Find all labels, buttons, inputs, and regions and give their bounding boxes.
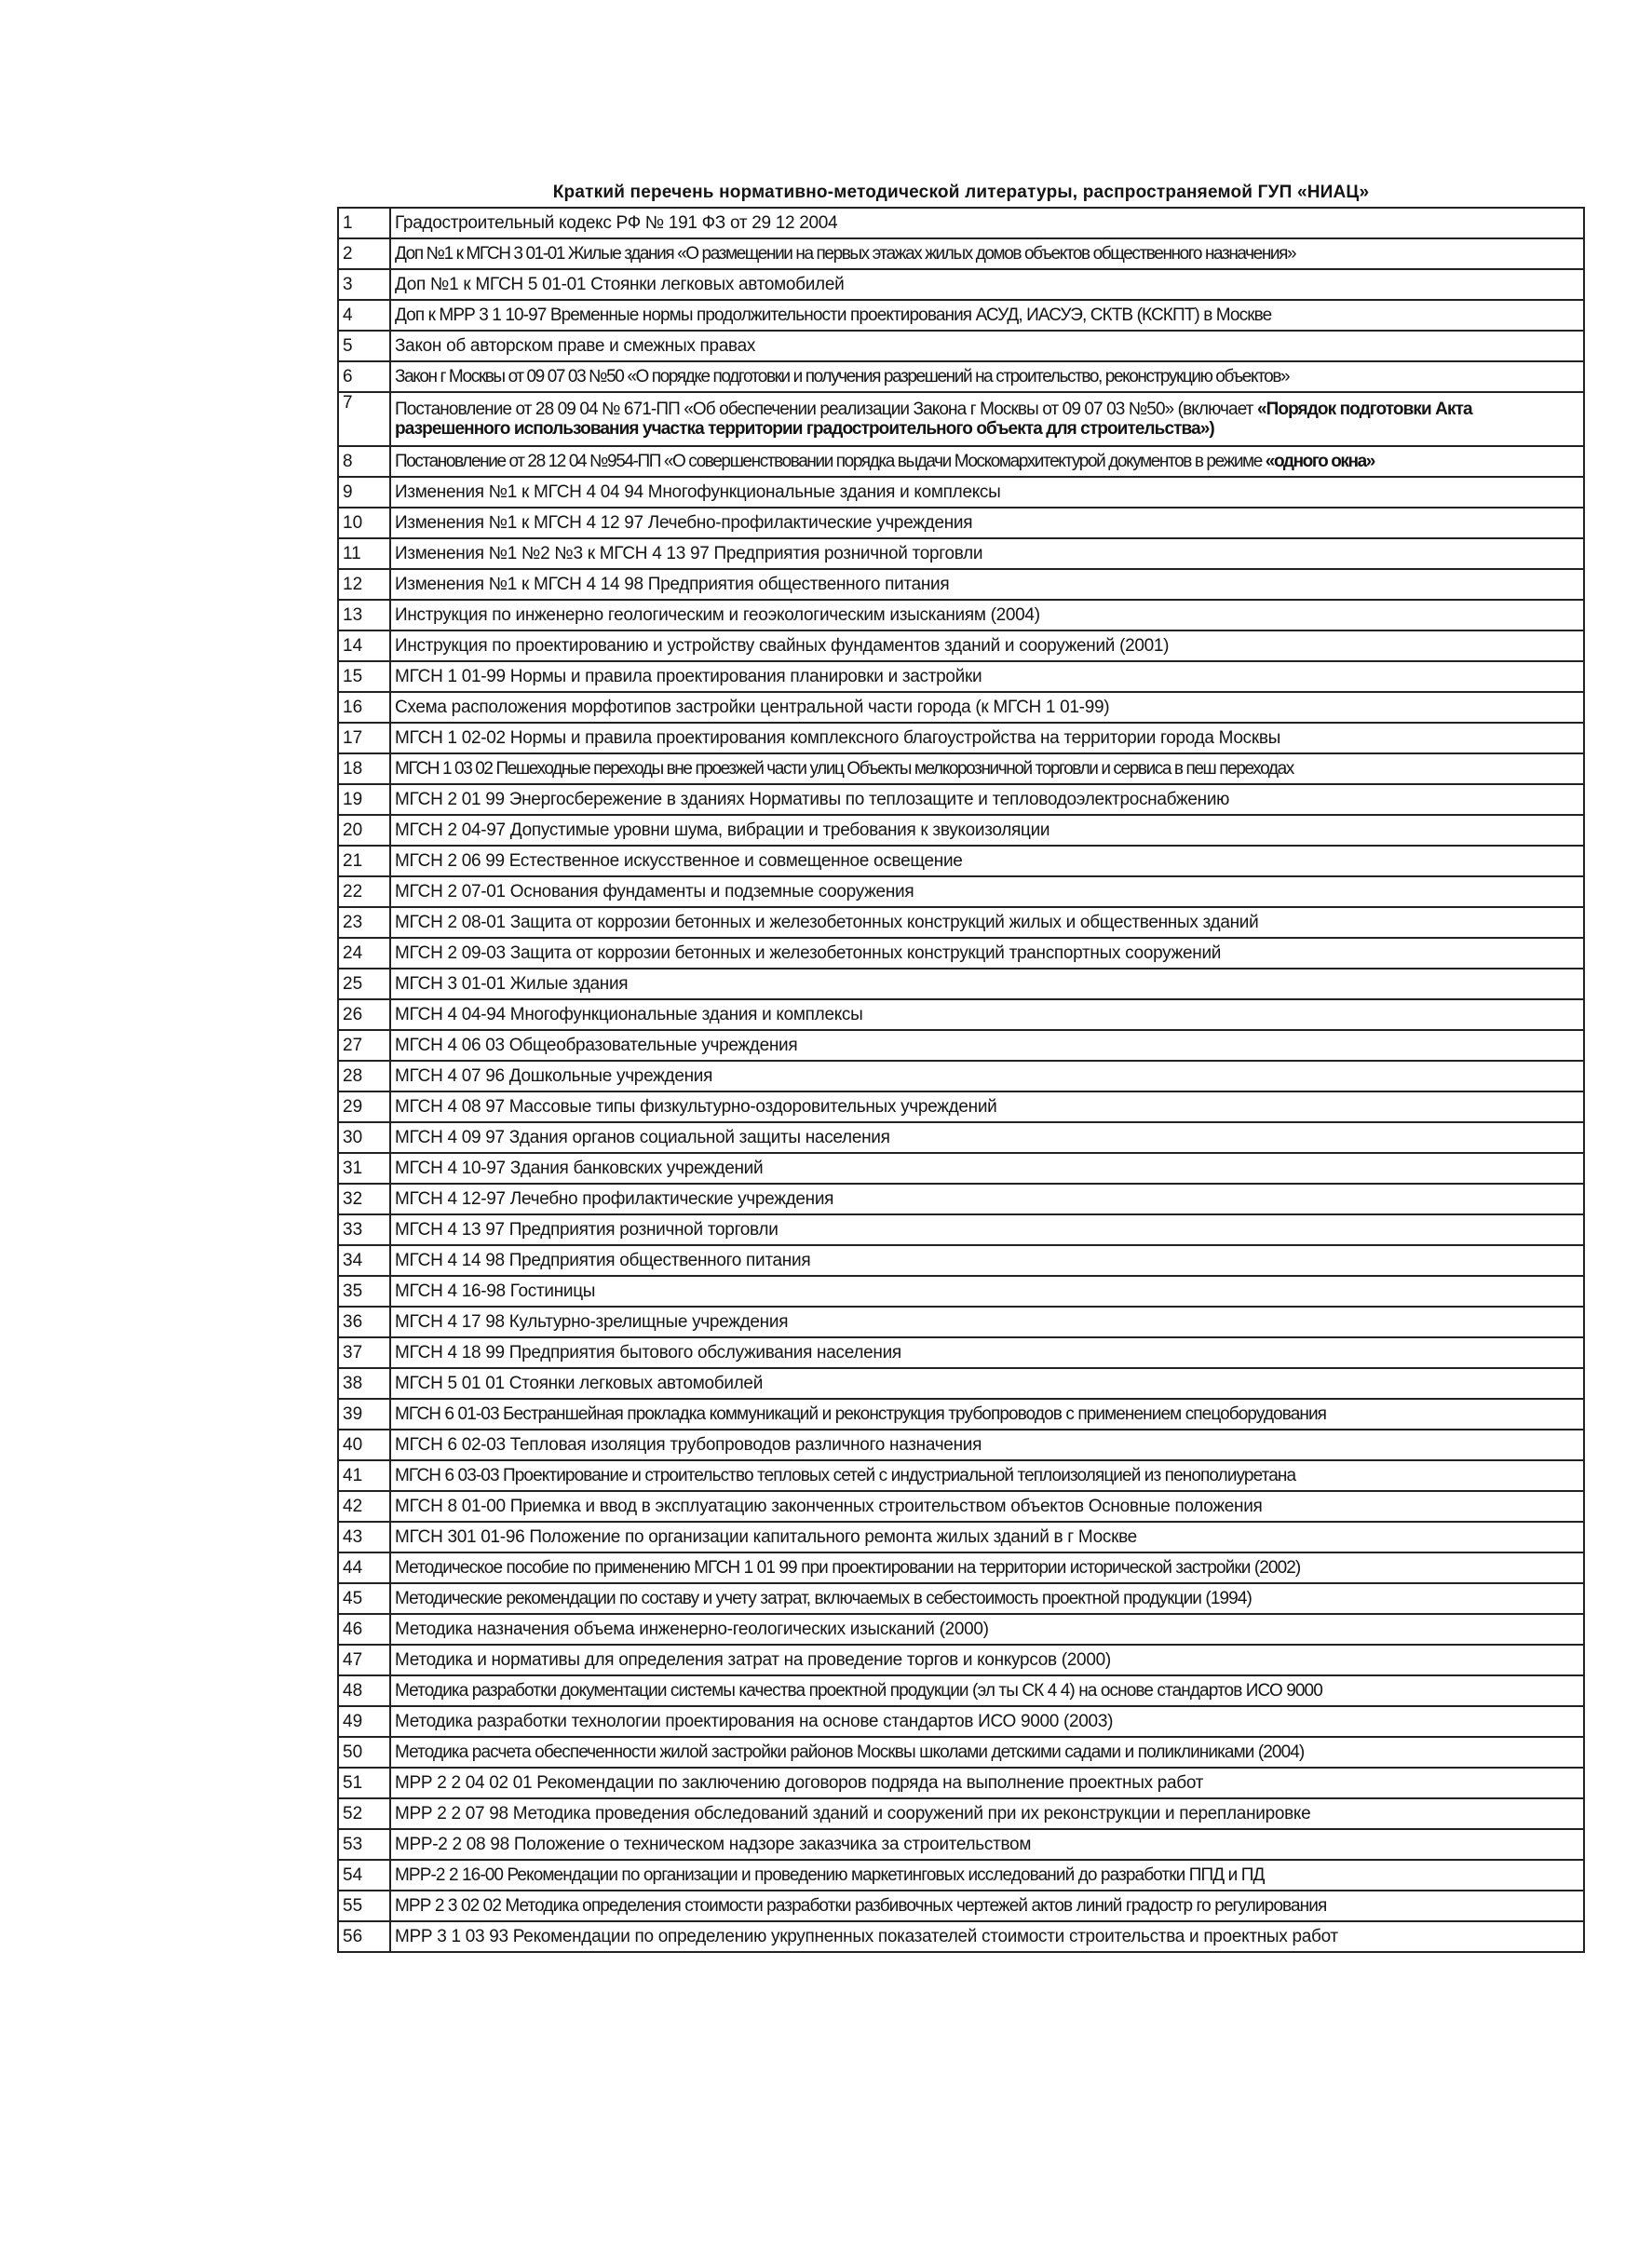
table-row <box>338 1798 1584 1829</box>
row-number: 49 <box>338 1706 390 1737</box>
row-number: 23 <box>338 907 390 938</box>
row-text: Методика назначения объема инженерно-геологических изысканий (2000) <box>390 1614 1584 1645</box>
table-row <box>338 238 1584 269</box>
table-row <box>338 1276 1584 1307</box>
table-row <box>338 784 1584 815</box>
row-text: МГСН 4 07 96 Дошкольные учреждения <box>390 1061 1584 1091</box>
row-text: МГСН 4 18 99 Предприятия бытового обслуживания населения <box>390 1337 1584 1368</box>
table-row <box>338 846 1584 876</box>
row-text: Методическое пособие по применению МГСН 1 01 99 при проектировании на территории исторической застройки (2002) <box>390 1552 1584 1583</box>
row-text: МГСН 4 14 98 Предприятия общественного питания <box>390 1245 1584 1276</box>
table-row <box>338 569 1584 600</box>
row-number: 16 <box>338 692 390 723</box>
row-text: МГСН 5 01 01 Стоянки легковых автомобилей <box>390 1368 1584 1399</box>
table-row <box>338 1552 1584 1583</box>
row-number: 7 <box>338 392 390 446</box>
table-row <box>338 1921 1584 1952</box>
table-row <box>338 1891 1584 1921</box>
table-row <box>338 269 1584 300</box>
row-number: 50 <box>338 1737 390 1768</box>
row-number: 32 <box>338 1184 390 1214</box>
row-text: Изменения №1 №2 №3 к МГСН 4 13 97 Предприятия розничной торговли <box>390 538 1584 569</box>
document-title: Краткий перечень нормативно-методической литературы, распространяемой ГУП «НИАЦ» <box>552 183 1370 202</box>
table-row <box>338 1737 1584 1768</box>
row-text <box>390 446 1584 477</box>
table-row <box>338 1491 1584 1522</box>
table-row <box>338 1368 1584 1399</box>
table-row <box>338 1522 1584 1552</box>
row-number: 18 <box>338 753 390 784</box>
table-row <box>338 815 1584 846</box>
row-text: Изменения №1 к МГСН 4 04 94 Многофункциональные здания и комплексы <box>390 477 1584 508</box>
table-row <box>338 1460 1584 1491</box>
row-text-bold: «одного окна» <box>1265 452 1374 471</box>
table-row <box>338 907 1584 938</box>
row-text: МГСН 6 03-03 Проектирование и строительство тепловых сетей с индустриальной теплоизоляцией из пенополиуретана <box>390 1460 1584 1491</box>
row-text: МГСН 4 09 97 Здания органов социальной защиты населения <box>390 1122 1584 1153</box>
row-number: 5 <box>338 331 390 361</box>
row-number: 10 <box>338 508 390 538</box>
row-text: Изменения №1 к МГСН 4 14 98 Предприятия общественного питания <box>390 569 1584 600</box>
row-text: Методика и нормативы для определения затрат на проведение торгов и конкурсов (2000) <box>390 1645 1584 1675</box>
row-text: МГСН 8 01-00 Приемка и ввод в эксплуатацию законченных строительством объектов Основные положения <box>390 1491 1584 1522</box>
row-text: МГСН 4 12-97 Лечебно профилактические учреждения <box>390 1184 1584 1214</box>
row-text: МГСН 4 13 97 Предприятия розничной торговли <box>390 1214 1584 1245</box>
table-row <box>338 392 1584 446</box>
row-text: МГСН 2 04-97 Допустимые уровни шума, вибрации и требования к звукоизоляции <box>390 815 1584 846</box>
row-number: 20 <box>338 815 390 846</box>
row-number: 45 <box>338 1583 390 1614</box>
row-text: МГСН 301 01-96 Положение по организации капитального ремонта жилых зданий в г Москве <box>390 1522 1584 1552</box>
literature-table <box>337 207 1585 1953</box>
table-row <box>338 508 1584 538</box>
table-row <box>338 208 1584 238</box>
table-row <box>338 1245 1584 1276</box>
table-row <box>338 753 1584 784</box>
table-row <box>338 361 1584 392</box>
row-text: МГСН 2 01 99 Энергосбережение в зданиях Нормативы по теплозащите и тепловодоэлектроснабжению <box>390 784 1584 815</box>
row-text: Доп №1 к МГСН 3 01-01 Жилые здания «О размещении на первых этажах жилых домов объектов общественного назначения» <box>390 238 1584 269</box>
row-number: 21 <box>338 846 390 876</box>
row-number: 52 <box>338 1798 390 1829</box>
row-text: МГСН 3 01-01 Жилые здания <box>390 969 1584 999</box>
table-row <box>338 1583 1584 1614</box>
table-row <box>338 1307 1584 1337</box>
row-number: 46 <box>338 1614 390 1645</box>
table-row <box>338 1706 1584 1737</box>
table-row <box>338 1430 1584 1460</box>
row-number: 47 <box>338 1645 390 1675</box>
row-number: 55 <box>338 1891 390 1921</box>
table-row <box>338 1153 1584 1184</box>
table-row <box>338 1091 1584 1122</box>
table-row <box>338 1399 1584 1430</box>
table-row <box>338 600 1584 630</box>
table-row <box>338 1184 1584 1214</box>
row-number: 39 <box>338 1399 390 1430</box>
row-number: 8 <box>338 446 390 477</box>
row-number: 31 <box>338 1153 390 1184</box>
row-text: МГСН 4 08 97 Массовые типы физкультурно-оздоровительных учреждений <box>390 1091 1584 1122</box>
row-number: 56 <box>338 1921 390 1952</box>
row-number: 26 <box>338 999 390 1030</box>
row-text: МГСН 4 10-97 Здания банковских учреждений <box>390 1153 1584 1184</box>
row-text: МГСН 2 07-01 Основания фундаменты и подземные сооружения <box>390 876 1584 907</box>
row-text-bold: «Порядок подготовки Акта разрешенного использования участка территории градостроительного объекта для строительства») <box>395 400 1472 439</box>
row-number: 15 <box>338 661 390 692</box>
table-row <box>338 1337 1584 1368</box>
row-text: Закон г Москвы от 09 07 03 №50 «О порядке подготовки и получения разрешений на строительство, реконструкцию объектов» <box>390 361 1584 392</box>
row-text: МГСН 2 08-01 Защита от коррозии бетонных и железобетонных конструкций жилых и общественных зданий <box>390 907 1584 938</box>
row-text: Методика разработки документации системы качества проектной продукции (эл ты СК 4 4) на основе стандартов ИСО 9000 <box>390 1675 1584 1706</box>
table-row <box>338 969 1584 999</box>
row-number: 14 <box>338 630 390 661</box>
row-number: 3 <box>338 269 390 300</box>
row-number: 38 <box>338 1368 390 1399</box>
row-text: МГСН 1 01-99 Нормы и правила проектирования планировки и застройки <box>390 661 1584 692</box>
row-number: 51 <box>338 1768 390 1798</box>
table-row <box>338 692 1584 723</box>
row-number: 41 <box>338 1460 390 1491</box>
table-row <box>338 538 1584 569</box>
row-number: 36 <box>338 1307 390 1337</box>
row-text: Методика расчета обеспеченности жилой застройки районов Москвы школами детскими садами и поликлиниками (2004) <box>390 1737 1584 1768</box>
row-text: Методика разработки технологии проектирования на основе стандартов ИСО 9000 (2003) <box>390 1706 1584 1737</box>
row-text <box>390 392 1584 446</box>
row-number: 29 <box>338 1091 390 1122</box>
table-row <box>338 1829 1584 1860</box>
row-number: 25 <box>338 969 390 999</box>
row-text: Изменения №1 к МГСН 4 12 97 Лечебно-профилактические учреждения <box>390 508 1584 538</box>
row-number: 35 <box>338 1276 390 1307</box>
table-row <box>338 331 1584 361</box>
table-row <box>338 1645 1584 1675</box>
row-text: МРР 2 2 07 98 Методика проведения обследований зданий и сооружений при их реконструкции и перепланировке <box>390 1798 1584 1829</box>
table-row <box>338 723 1584 753</box>
row-text: Градостроительный кодекс РФ № 191 ФЗ от 29 12 2004 <box>390 208 1584 238</box>
row-number: 11 <box>338 538 390 569</box>
row-text: Инструкция по проектированию и устройству свайных фундаментов зданий и сооружений (2001) <box>390 630 1584 661</box>
row-number: 40 <box>338 1430 390 1460</box>
row-text: МГСН 4 06 03 Общеобразовательные учреждения <box>390 1030 1584 1061</box>
table-row <box>338 1122 1584 1153</box>
row-text: Доп к МРР 3 1 10-97 Временные нормы продолжительности проектирования АСУД, ИАСУЭ, СКТВ (КСКПТ) в Москве <box>390 300 1584 331</box>
row-number: 42 <box>338 1491 390 1522</box>
table-row <box>338 1860 1584 1891</box>
row-number: 6 <box>338 361 390 392</box>
table-row <box>338 999 1584 1030</box>
table-row <box>338 876 1584 907</box>
row-number: 33 <box>338 1214 390 1245</box>
row-text: МГСН 1 03 02 Пешеходные переходы вне проезжей части улиц Объекты мелкорозничной торговли и сервиса в пеш переходах <box>390 753 1584 784</box>
table-row <box>338 1030 1584 1061</box>
row-text: Инструкция по инженерно геологическим и геоэкологическим изысканиям (2004) <box>390 600 1584 630</box>
row-text: МРР-2 2 16-00 Рекомендации по организации и проведению маркетинговых исследований до разработки ППД и ПД <box>390 1860 1584 1891</box>
row-number: 17 <box>338 723 390 753</box>
row-number: 48 <box>338 1675 390 1706</box>
row-number: 13 <box>338 600 390 630</box>
row-number: 34 <box>338 1245 390 1276</box>
row-number: 9 <box>338 477 390 508</box>
table-row <box>338 630 1584 661</box>
row-number: 1 <box>338 208 390 238</box>
table-row <box>338 300 1584 331</box>
row-text: МГСН 4 17 98 Культурно-зрелищные учреждения <box>390 1307 1584 1337</box>
row-text: МГСН 6 02-03 Тепловая изоляция трубопроводов различного назначения <box>390 1430 1584 1460</box>
row-number: 54 <box>338 1860 390 1891</box>
table-row <box>338 1614 1584 1645</box>
row-text: Схема расположения морфотипов застройки центральной части города (к МГСН 1 01-99) <box>390 692 1584 723</box>
row-number: 37 <box>338 1337 390 1368</box>
table-row <box>338 1675 1584 1706</box>
row-number: 30 <box>338 1122 390 1153</box>
row-text: МРР-2 2 08 98 Положение о техническом надзоре заказчика за строительством <box>390 1829 1584 1860</box>
row-number: 43 <box>338 1522 390 1552</box>
table-row <box>338 938 1584 969</box>
row-text: МРР 2 3 02 02 Методика определения стоимости разработки разбивочных чертежей актов линий градостр го регулирования <box>390 1891 1584 1921</box>
row-number: 22 <box>338 876 390 907</box>
table-row <box>338 477 1584 508</box>
table-row <box>338 1768 1584 1798</box>
row-text: Методические рекомендации по составу и учету затрат, включаемых в себестоимость проектной продукции (1994) <box>390 1583 1584 1614</box>
table-row <box>338 446 1584 477</box>
row-number: 4 <box>338 300 390 331</box>
row-text: МГСН 2 09-03 Защита от коррозии бетонных и железобетонных конструкций транспортных сооружений <box>390 938 1584 969</box>
row-number: 19 <box>338 784 390 815</box>
row-text-plain: Постановление от 28 09 04 № 671-ПП «Об обеспечении реализации Закона г Москвы от 09 07 03 №50» (включает <box>395 400 1257 419</box>
row-text: МГСН 6 01-03 Бестраншейная прокладка коммуникаций и реконструкция трубопроводов с применением спецоборудования <box>390 1399 1584 1430</box>
row-text: МРР 3 1 03 93 Рекомендации по определению укрупненных показателей стоимости строительства и проектных работ <box>390 1921 1584 1952</box>
row-number: 27 <box>338 1030 390 1061</box>
row-text: МРР 2 2 04 02 01 Рекомендации по заключению договоров подряда на выполнение проектных работ <box>390 1768 1584 1798</box>
row-number: 28 <box>338 1061 390 1091</box>
table-row <box>338 661 1584 692</box>
row-text: МГСН 2 06 99 Естественное искусственное и совмещенное освещение <box>390 846 1584 876</box>
row-number: 2 <box>338 238 390 269</box>
row-text-plain: Постановление от 28 12 04 №954-ПП «О совершенствовании порядка выдачи Москомархитектурой документов в режиме <box>395 452 1266 471</box>
row-number: 24 <box>338 938 390 969</box>
row-text: Доп №1 к МГСН 5 01-01 Стоянки легковых автомобилей <box>390 269 1584 300</box>
table-row <box>338 1214 1584 1245</box>
row-text: МГСН 1 02-02 Нормы и правила проектирования комплексного благоустройства на территории города Москвы <box>390 723 1584 753</box>
row-number: 12 <box>338 569 390 600</box>
row-text: МГСН 4 04-94 Многофункциональные здания и комплексы <box>390 999 1584 1030</box>
table-row <box>338 1061 1584 1091</box>
row-number: 44 <box>338 1552 390 1583</box>
row-number: 53 <box>338 1829 390 1860</box>
row-text: МГСН 4 16-98 Гостиницы <box>390 1276 1584 1307</box>
row-text: Закон об авторском праве и смежных правах <box>390 331 1584 361</box>
